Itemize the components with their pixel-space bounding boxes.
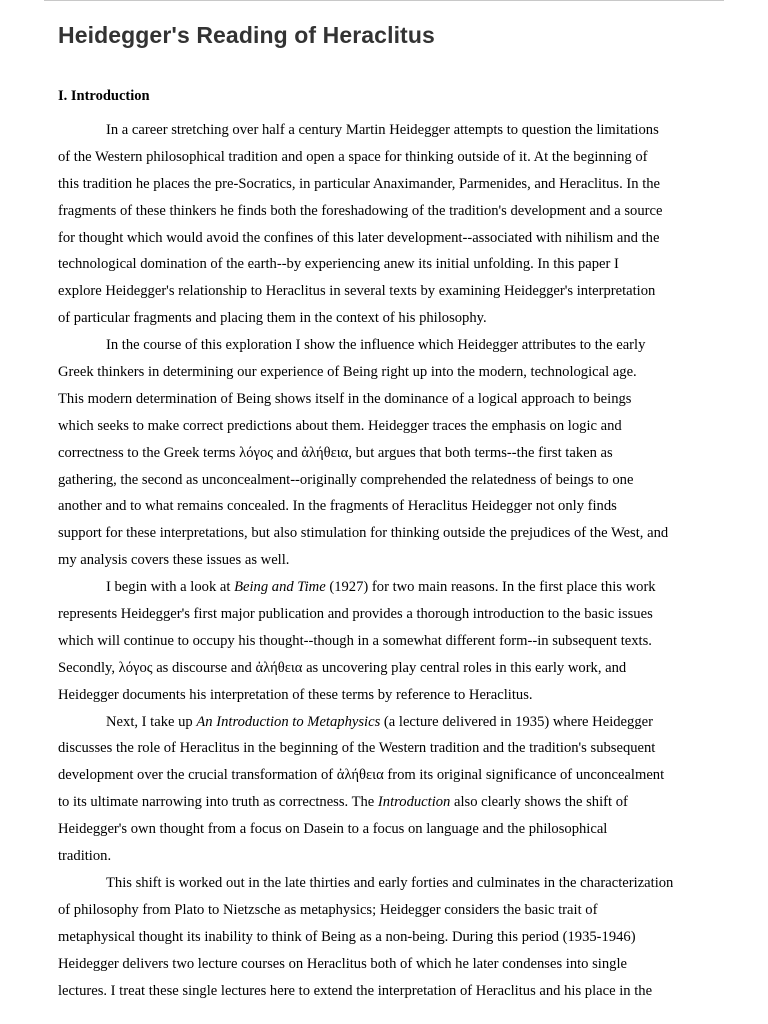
text-line xyxy=(58,493,723,520)
text-segment: (1927) for two main reasons. In the first place this work xyxy=(325,579,656,596)
text-line xyxy=(58,251,723,278)
text-line xyxy=(58,951,723,978)
text-line xyxy=(58,359,723,386)
text-segment: lectures. I treat these single lectures here to extend the interpretation of Heraclitus and his place in the xyxy=(58,982,653,999)
top-divider xyxy=(44,0,724,1)
text-segment: Greek thinkers in determining our experience of Being right up into the modern, technological age. xyxy=(58,364,637,381)
text-line xyxy=(58,520,723,547)
italic-title: Introduction xyxy=(377,794,451,811)
text-segment: another and to what remains concealed. In the fragments of Heraclitus Heidegger not only finds xyxy=(58,498,617,515)
text-line xyxy=(58,305,723,332)
text-segment: Heidegger delivers two lecture courses on Heraclitus both of which he later condenses into single xyxy=(58,955,627,972)
text-segment: support for these interpretations, but also stimulation for thinking outside the prejudices of the West, and xyxy=(58,525,669,542)
text-line xyxy=(58,789,723,816)
text-segment: for thought which would avoid the confines of this later development--associated with nihilism and the xyxy=(58,229,660,246)
text-segment: technological domination of the earth--by experiencing anew its initial unfolding. In this paper I xyxy=(58,256,619,273)
section-heading: I. Introduction xyxy=(58,88,150,104)
text-segment: of the Western philosophical tradition and open a space for thinking outside of it. At the beginning of xyxy=(58,148,648,165)
document-title: Heidegger's Reading of Heraclitus xyxy=(58,22,435,48)
text-line xyxy=(58,171,723,198)
text-segment: of particular fragments and placing them in the context of his philosophy. xyxy=(58,310,487,327)
text-line xyxy=(58,144,723,171)
text-segment: In a career stretching over half a century Martin Heidegger attempts to question the limitations xyxy=(106,122,659,138)
text-line xyxy=(58,198,723,225)
text-line xyxy=(58,278,723,305)
text-segment: This shift is worked out in the late thirties and early forties and culminates in the characterization xyxy=(106,874,674,891)
text-segment: to its ultimate narrowing into truth as correctness. The xyxy=(58,794,378,811)
text-segment: correctness to the Greek terms λόγος and ἀλήθεια, but argues that both terms--the first taken as xyxy=(58,444,613,461)
text-line xyxy=(58,924,723,951)
text-line xyxy=(58,682,723,709)
italic-title: An Introduction to Metaphysics xyxy=(196,713,381,730)
text-line xyxy=(58,225,723,252)
text-line xyxy=(58,762,723,789)
text-line xyxy=(58,735,723,762)
text-segment: my analysis covers these issues as well. xyxy=(58,552,290,569)
text-line xyxy=(58,655,723,682)
text-line xyxy=(58,601,723,628)
text-line xyxy=(58,870,723,897)
text-segment: also clearly shows the shift of xyxy=(450,794,628,811)
text-segment: which will continue to occupy his thought--though in a somewhat different form--in subsequent texts. xyxy=(58,632,652,649)
text-line xyxy=(58,440,723,467)
italic-title: Being and Time xyxy=(234,579,326,596)
text-segment: explore Heidegger's relationship to Heraclitus in several texts by examining Heidegger's interpretation xyxy=(58,283,656,300)
text-segment: discusses the role of Heraclitus in the beginning of the Western tradition and the tradition's subsequent xyxy=(58,740,656,757)
text-segment: tradition. xyxy=(58,848,112,865)
text-line xyxy=(58,709,723,736)
text-line xyxy=(58,628,723,655)
text-segment: Next, I take up xyxy=(106,713,197,730)
text-segment: In the course of this exploration I show the influence which Heidegger attributes to the early xyxy=(106,337,646,354)
text-segment: Heidegger documents his interpretation of these terms by reference to Heraclitus. xyxy=(58,686,533,703)
text-line xyxy=(58,978,723,1005)
text-line xyxy=(58,117,723,144)
text-segment: represents Heidegger's first major publication and provides a thorough introduction to the basic issues xyxy=(58,606,653,623)
text-segment: I begin with a look at xyxy=(106,579,235,596)
text-segment: Heidegger's own thought from a focus on Dasein to a focus on language and the philosophical xyxy=(58,821,608,838)
text-line xyxy=(58,547,723,574)
text-line xyxy=(58,332,723,359)
text-segment: gathering, the second as unconcealment--originally comprehended the relatedness of beings to one xyxy=(58,471,634,488)
body-text xyxy=(58,117,723,1004)
text-segment: of philosophy from Plato to Nietzsche as metaphysics; Heidegger considers the basic trait of xyxy=(58,901,598,918)
text-segment: (a lecture delivered in 1935) where Heidegger xyxy=(380,713,653,730)
text-segment: metaphysical thought its inability to think of Being as a non-being. During this period (1935-1946) xyxy=(58,928,636,945)
text-segment: This modern determination of Being shows itself in the dominance of a logical approach to beings xyxy=(58,390,632,407)
text-segment: this tradition he places the pre-Socratics, in particular Anaximander, Parmenides, and Heraclitus. In the xyxy=(58,175,661,192)
text-segment: fragments of these thinkers he finds both the foreshadowing of the tradition's development and a source xyxy=(58,202,663,219)
text-line xyxy=(58,413,723,440)
text-line xyxy=(58,574,723,601)
text-line xyxy=(58,843,723,870)
text-line xyxy=(58,386,723,413)
text-segment: which seeks to make correct predictions about them. Heidegger traces the emphasis on logic and xyxy=(58,417,622,434)
text-line xyxy=(58,897,723,924)
text-line xyxy=(58,467,723,494)
text-line xyxy=(58,816,723,843)
text-segment: development over the crucial transformation of ἀλήθεια from its original significance of unconcealment xyxy=(58,767,665,784)
text-segment: Secondly, λόγος as discourse and ἀλήθεια as uncovering play central roles in this early work, and xyxy=(58,659,627,676)
